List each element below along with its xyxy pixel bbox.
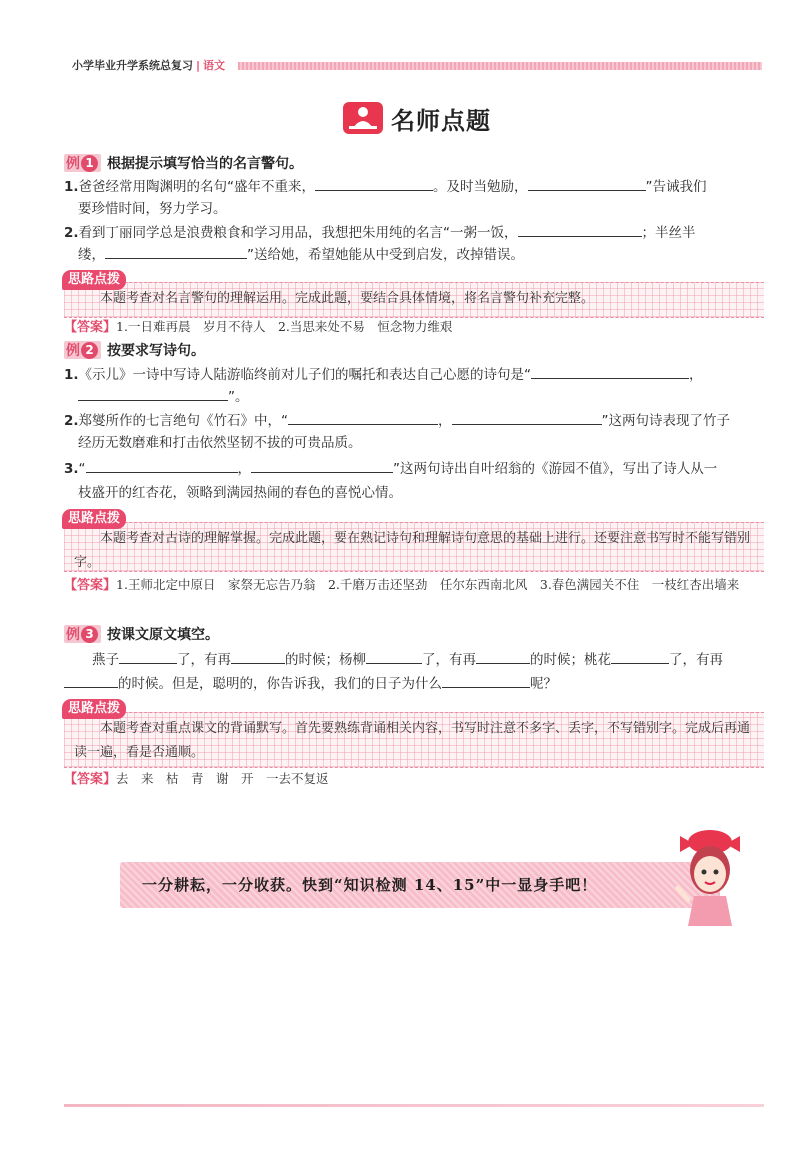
question-3-line-1: [92, 649, 764, 671]
example-number: 2: [81, 342, 98, 359]
question-2-3: [64, 458, 764, 480]
question-text: 爸爸经常用陶渊明的名句“盛年不重来，: [78, 179, 316, 195]
blank[interactable]: [452, 410, 602, 425]
blank[interactable]: [231, 649, 285, 664]
question-text: 。及时当勉励，: [433, 179, 528, 195]
hint-text: 本题考查对古诗的理解掌握。完成此题，要在熟记诗句和理解诗句意思的基础上进行。还要注意书写时不能写错别字。: [74, 531, 751, 570]
question-number: 3.: [64, 461, 79, 477]
answer-text: 1.王师北定中原日 家祭无忘告乃翁 2.千磨万击还坚劲 任尔东西南北风 3.春色满园关不住 一枝红杏出墙来: [116, 577, 740, 592]
subject-label: 语文: [203, 59, 226, 72]
question-text: 的时候；杨柳: [285, 652, 366, 668]
example-title: 按课文原文填空。: [107, 627, 219, 643]
question-text: “: [78, 461, 86, 477]
question-text: ，: [237, 461, 252, 477]
hint-text: 本题考查对名言警句的理解运用。完成此题，要结合具体情境，将名言警句补充完整。: [100, 291, 595, 306]
example-label: 例: [66, 343, 80, 359]
question-text: ”这两句诗表现了竹子: [601, 413, 731, 429]
question-text: 了，有再: [177, 652, 231, 668]
footer-rule: [64, 1104, 764, 1107]
hint-text: 本题考查对重点课文的背诵默写。首先要熟练背诵相关内容，书写时注意不多字、丢字，不写错别字。完成后再通读一遍，看是否通顺。: [74, 721, 751, 760]
header-stripe: [238, 62, 762, 70]
teacher-icon: [343, 102, 383, 134]
blank[interactable]: [315, 176, 433, 191]
hint-box-1: [64, 282, 764, 318]
answer-3: [64, 768, 764, 791]
header-text: [72, 58, 225, 74]
running-header: [72, 58, 762, 76]
question-number: 2.: [64, 413, 79, 429]
answer-text: 去 来 枯 青 谢 开 一去不复返: [116, 771, 329, 786]
question-text: 燕子: [92, 652, 119, 668]
hint-box-3: [64, 712, 764, 768]
question-text: 的时候。但是，聪明的，你告诉我，我们的日子为什么: [118, 676, 442, 692]
question-text: 郑燮所作的七言绝句《竹石》中，“: [78, 413, 289, 429]
blank[interactable]: [442, 673, 530, 688]
blank[interactable]: [518, 222, 642, 237]
question-text: ”这两句诗出自叶绍翁的《游园不值》，写出了诗人从一: [393, 461, 718, 477]
question-1-2: [64, 222, 764, 244]
section-title: [343, 100, 491, 136]
question-2-2-cont: 经历无数磨难和打击依然坚韧不拔的可贵品质。: [78, 435, 362, 451]
blank[interactable]: [476, 649, 530, 664]
question-3-line-2: [64, 673, 764, 695]
question-1-1-cont: 要珍惜时间，努力学习。: [78, 201, 227, 217]
banner-text: 一分耕耘，一分收获。快到“知识检测 14、15”中一显身手吧！: [142, 876, 598, 894]
example-2-heading: [64, 340, 205, 360]
blank[interactable]: [78, 386, 228, 401]
example-title: 按要求写诗句。: [107, 343, 205, 359]
hint-tag: 思路点拨: [62, 270, 126, 290]
question-text: ”。: [228, 389, 249, 405]
question-text: 的时候；桃花: [530, 652, 611, 668]
example-title: 根据提示填写恰当的名言警句。: [107, 156, 303, 172]
hint-tag: 思路点拨: [62, 699, 126, 719]
question-text: 了，有再: [422, 652, 476, 668]
example-1-heading: [64, 153, 303, 173]
question-2-2: [64, 410, 764, 432]
blank[interactable]: [251, 458, 393, 473]
question-1-2-cont: [78, 244, 778, 266]
blank[interactable]: [528, 176, 646, 191]
example-tag: [64, 154, 101, 172]
question-text: 看到丁丽同学总是浪费粮食和学习用品，我想把朱用纯的名言“一粥一饭，: [78, 225, 518, 241]
book-title: 小学毕业升学系统总复习: [72, 59, 193, 72]
question-number: 2.: [64, 225, 79, 241]
question-text: ”送给她，希望她能从中受到启发，改掉错误。: [247, 247, 524, 263]
answer-2: [64, 574, 764, 597]
question-text: ，: [438, 413, 452, 429]
blank[interactable]: [366, 649, 422, 664]
example-3-heading: [64, 624, 219, 644]
blank[interactable]: [611, 649, 669, 664]
question-2-1: [64, 364, 764, 386]
question-1-1: [64, 176, 764, 198]
cartoon-girl-icon: [672, 826, 748, 930]
answer-text: 1.一日难再晨 岁月不待人 2.当思来处不易 恒念物力维艰: [116, 319, 453, 334]
question-text: ；半丝半: [641, 225, 696, 241]
example-tag: [64, 341, 101, 359]
blank[interactable]: [86, 458, 238, 473]
question-number: 1.: [64, 179, 79, 195]
example-number: 1: [81, 155, 98, 172]
question-text: 缕，: [78, 247, 105, 263]
blank[interactable]: [531, 364, 689, 379]
header-separator: |: [196, 59, 201, 72]
question-text: 呢？: [530, 676, 557, 692]
blank[interactable]: [64, 673, 118, 688]
question-text: ”告诫我们: [645, 179, 707, 195]
answer-label: 【答案】: [64, 320, 117, 335]
answer-1: [64, 316, 764, 339]
encouragement-banner: [120, 862, 720, 908]
question-text: 《示儿》一诗中写诗人陆游临终前对儿子们的嘱托和表达自己心愿的诗句是“: [78, 367, 532, 383]
question-text: 了，有再: [669, 652, 723, 668]
question-text: ，: [689, 367, 703, 383]
example-label: 例: [66, 627, 80, 643]
hint-tag: 思路点拨: [62, 509, 126, 529]
example-tag: [64, 625, 101, 643]
answer-label: 【答案】: [64, 578, 117, 593]
page-title: 名师点题: [391, 106, 491, 135]
blank[interactable]: [288, 410, 438, 425]
example-label: 例: [66, 156, 80, 172]
question-2-3-cont: 枝盛开的红杏花，领略到满园热闹的春色的喜悦心情。: [78, 485, 402, 501]
blank[interactable]: [105, 244, 247, 259]
question-2-1-cont: [78, 386, 778, 408]
hint-box-2: [64, 522, 764, 572]
answer-label: 【答案】: [64, 772, 117, 787]
question-number: 1.: [64, 367, 79, 383]
example-number: 3: [81, 626, 98, 643]
blank[interactable]: [119, 649, 177, 664]
